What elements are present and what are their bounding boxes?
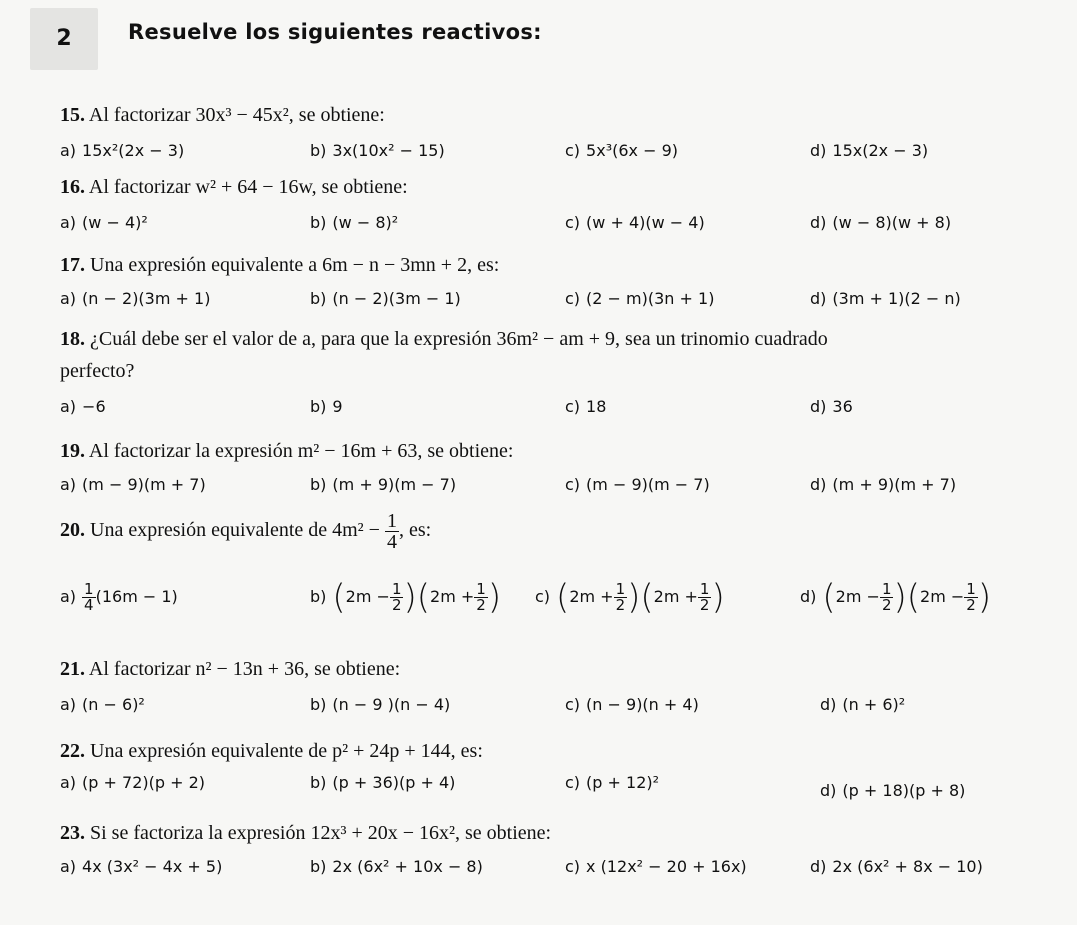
option-b[interactable]: b) (m + 9)(m − 7) (310, 475, 457, 494)
option-d[interactable]: d) (n + 6)² (820, 695, 906, 714)
question-21 (60, 654, 906, 720)
option-a[interactable]: a) $\frac{1}{4}$ (16m − 1) (60, 580, 178, 614)
option-b[interactable]: b) (n − 9 )(n − 4) (310, 695, 451, 714)
option-c[interactable]: c) 5x³(6x − 9) (565, 141, 678, 160)
question-15 (60, 100, 929, 166)
question-text-continued: perfecto? (60, 360, 135, 382)
option-d[interactable]: d) 15x(2x − 3) (810, 141, 929, 160)
option-c[interactable]: c) (w + 4)(w − 4) (565, 213, 705, 232)
question-text: Al factorizar n² − 13n + 36, se obtiene: (88, 658, 401, 680)
question-number: 22. (60, 740, 85, 762)
option-b[interactable]: b) 2x (6x² + 10x − 8) (310, 857, 483, 876)
question-number: 21. (60, 658, 85, 680)
question-22 (60, 736, 966, 800)
question-19 (60, 436, 957, 500)
option-a[interactable]: a) 4x (3x² − 4x + 5) (60, 857, 223, 876)
question-text: Al factorizar 30x³ − 45x², se obtiene: (88, 104, 385, 126)
option-d[interactable]: d) (m + 9)(m + 7) (810, 475, 957, 494)
option-b[interactable]: b) (p + 36)(p + 4) (310, 773, 456, 792)
question-number: 17. (60, 254, 85, 276)
option-c[interactable]: c) (m − 9)(m − 7) (565, 475, 710, 494)
question-text: Al factorizar la expresión m² − 16m + 63, se obtiene: (88, 440, 514, 462)
option-d[interactable]: d) (w − 8)(w + 8) (810, 213, 952, 232)
question-text: Si se factoriza la expresión 12x³ + 20x − 16x², se obtiene: (90, 822, 552, 844)
question-number: 16. (60, 176, 85, 198)
section-title: Resuelve los siguientes reactivos: (128, 20, 542, 44)
question-text: Una expresión equivalente de p² + 24p + 144, es: (90, 740, 483, 762)
section-number: 2 (30, 8, 98, 70)
option-a[interactable]: a) (w − 4)² (60, 213, 148, 232)
option-d[interactable]: d) 36 (810, 397, 853, 416)
option-c[interactable]: c) 18 (565, 397, 607, 416)
option-a[interactable]: a) 15x²(2x − 3) (60, 141, 185, 160)
question-text: ¿Cuál debe ser el valor de a, para que la expresión 36m² − am + 9, sea un trinomio cuadrado (90, 328, 828, 350)
question-number: 19. (60, 440, 85, 462)
question-20: 20. Una expresión equivalente de 4m² − $\frac{1}{4}$ , es: a) $\frac{1}{4}$ (16m − 1) b) (2m − $\frac{1}{2}$ )(2m + $\frac{1}{2}$ ) c) (2m + $\frac{1}{2}$ )(2m + $\frac{1}{2}$ ) d) (2m − $\frac{1}{2}$ )(2m − $\frac{1}{2}$ ) (60, 508, 431, 622)
option-b[interactable]: b) 9 (310, 397, 343, 416)
option-c[interactable]: c) (n − 9)(n + 4) (565, 695, 699, 714)
question-number: 20. (60, 519, 85, 541)
option-a[interactable]: a) (n − 6)² (60, 695, 145, 714)
option-b[interactable]: b) (w − 8)² (310, 213, 399, 232)
option-b[interactable]: b) (n − 2)(3m − 1) (310, 289, 461, 308)
option-c[interactable]: c) x (12x² − 20 + 16x) (565, 857, 747, 876)
option-c[interactable]: c) (2 − m)(3n + 1) (565, 289, 715, 308)
option-d[interactable]: d) 2x (6x² + 8x − 10) (810, 857, 983, 876)
question-number: 23. (60, 822, 85, 844)
option-d[interactable]: d) (2m − $\frac{1}{2}$ )(2m − $\frac{1}{2}$ ) (800, 577, 992, 618)
question-16 (60, 172, 952, 238)
option-d[interactable]: d) (p + 18)(p + 8) (820, 781, 966, 800)
question-17 (60, 250, 961, 314)
fraction: $\frac{1}{4}$ (386, 509, 397, 553)
option-a[interactable]: a) (p + 72)(p + 2) (60, 773, 206, 792)
option-b[interactable]: b) (2m − $\frac{1}{2}$ )(2m + $\frac{1}{2}$ ) (310, 577, 502, 618)
option-a[interactable]: a) (n − 2)(3m + 1) (60, 289, 211, 308)
question-text: Una expresión equivalente de 4m² − (90, 519, 380, 541)
option-c[interactable]: c) (p + 12)² (565, 773, 660, 792)
option-a[interactable]: a) −6 (60, 397, 106, 416)
option-a[interactable]: a) (m − 9)(m + 7) (60, 475, 206, 494)
option-b[interactable]: b) 3x(10x² − 15) (310, 141, 445, 160)
option-d[interactable]: d) (3m + 1)(2 − n) (810, 289, 961, 308)
question-text: Una expresión equivalente a 6m − n − 3mn + 2, es: (90, 254, 500, 276)
question-18 (60, 324, 853, 422)
question-text: Al factorizar w² + 64 − 16w, se obtiene: (88, 176, 408, 198)
section-header (0, 0, 1077, 70)
question-number: 18. (60, 328, 85, 350)
question-number: 15. (60, 104, 85, 126)
question-23 (60, 818, 983, 882)
option-c[interactable]: c) (2m + $\frac{1}{2}$ )(2m + $\frac{1}{2}$ ) (535, 577, 725, 618)
